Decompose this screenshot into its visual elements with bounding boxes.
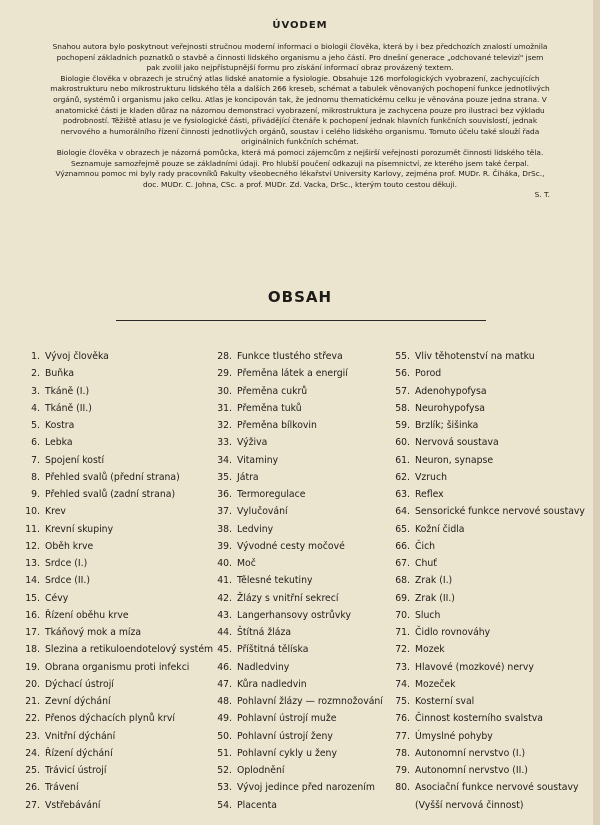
toc-entry-number: 59. [395, 420, 410, 431]
toc-entry-number: 51. [217, 747, 232, 759]
intro-title: ÚVODEM [272, 20, 328, 31]
toc-entry [212, 693, 394, 710]
toc-entry-number: 10. [25, 506, 40, 518]
toc-entry-title: Porod [415, 368, 442, 380]
toc-entry-number: 26. [25, 782, 40, 794]
toc-entry-number: 20. [25, 678, 40, 690]
toc-entry-number: 1. [31, 351, 40, 362]
toc-entry-title: Cévy [45, 592, 69, 604]
toc-entry [212, 641, 394, 658]
toc-entry-title: Pohlavní žlázy — rozmnožování [237, 696, 383, 707]
intro-paragraph-2: Biologie člověka v obrazech je stručný atlas lidské anatomie a fysiologie. Obsahuje 126 morfologických vyobrazení, zachycujících makrostrukturu nebo mikrostrukturu lidského těla a dalších 266 kreseb, schémat a tabulek věnovaných pochopení funkce jednotlivých orgánů, systémů i organismu jako celku. Atlas je koncipován tak, že jednomu thematickému celku je věnována pouze jedna strana. V anatomické části je kladen důraz na názornou demonstraci vyobrazení, mikrostruktura je zachycena pouze pro ilustraci bez výkladu podrobností. Těžiště atlasu je ve fysiologické části, přivádějící čtenáře k pochopení jednak hlavních funkčních souvislostí, jednak nervového a humorálního řízení činnosti jednotlivých orgánů, soustav i celého lidského organismu. Tomuto účelu také slouží řada originálních funkčních schémat. [50, 73, 550, 147]
intro-paragraph-1: Snahou autora bylo poskytnout veřejnosti stručnou moderní informaci o biologii člověka, která by i bez předchozích znalostí umožnila pochopení základních poznatků o stavbě a činnosti lidského organismu a jeho částí. Pro dnešní generace „odchované televizí" jsem pak zvolil jako nejpřístupnější formu pro získání informací obraz provázený textem. [52, 42, 548, 73]
toc-entry-number: 6. [31, 437, 40, 449]
toc-entry [390, 693, 590, 710]
toc-entry-number: 32. [217, 420, 232, 431]
toc-entry-number: 3. [31, 385, 40, 397]
toc-entry-number: 56. [395, 368, 410, 380]
toc-entry-number: 79. [395, 765, 410, 776]
toc-entry-number: 78. [395, 747, 410, 759]
toc-entry-title: Termoregulace [237, 489, 306, 500]
toc-entry-number: 40. [217, 558, 232, 569]
toc-entry [20, 503, 210, 520]
toc-entry [390, 521, 590, 538]
toc-entry-number: 30. [217, 385, 232, 397]
toc-entry-number: 25. [25, 765, 40, 776]
toc-entry-number: 13. [25, 558, 40, 569]
toc-entry-title: Hlavové (mozkové) nervy [415, 661, 534, 673]
toc-entry-title: Krev [45, 506, 66, 518]
toc-entry-title: Ledviny [237, 523, 274, 535]
toc-entry [390, 572, 590, 589]
toc-entry [212, 434, 394, 451]
toc-entry [20, 710, 210, 727]
toc-entry-number: 22. [25, 713, 40, 725]
toc-entry-title: Vývoj člověka [45, 351, 109, 362]
toc-entry-title: Žlázy s vnitřní sekrecí [237, 592, 339, 604]
toc-entry-number: 9. [31, 489, 40, 500]
toc-entry [20, 797, 210, 814]
toc-entry [212, 469, 394, 486]
toc-column-2 [212, 348, 394, 814]
toc-entry-title: Lebka [45, 437, 73, 449]
toc-entry-title: Nervová soustava [415, 437, 499, 449]
toc-entry-number: 24. [25, 747, 40, 759]
toc-entry [390, 365, 590, 382]
toc-entry [212, 590, 394, 607]
toc-entry [212, 400, 394, 417]
toc-entry-number: 35. [217, 471, 232, 483]
toc-entry-title: Trávicí ústrojí [45, 765, 107, 776]
toc-entry-number: 48. [217, 696, 232, 707]
toc-entry [212, 745, 394, 762]
toc-entry [390, 434, 590, 451]
toc-entry-number: 50. [217, 730, 232, 742]
toc-entry [20, 590, 210, 607]
toc-entry [390, 417, 590, 434]
toc-entry-number: 14. [25, 575, 40, 587]
toc-entry-number: 36. [217, 489, 232, 500]
toc-entry [20, 607, 210, 624]
toc-entry-title: Řízení oběhu krve [45, 609, 129, 621]
toc-entry-title: Výživa [237, 437, 268, 449]
toc-entry [390, 607, 590, 624]
toc-entry-number: 33. [217, 437, 232, 449]
toc-entry [390, 348, 590, 365]
toc-entry [212, 486, 394, 503]
toc-entry [390, 400, 590, 417]
toc-entry [390, 452, 590, 469]
toc-entry-title: Tkáňový mok a míza [45, 627, 142, 638]
toc-divider [116, 320, 486, 321]
toc-entry-title: Přeměna látek a energií [237, 368, 348, 380]
toc-entry-title: Zevní dýchání [45, 696, 111, 707]
toc-entry-title: Přenos dýchacích plynů krví [45, 713, 175, 725]
toc-entry [390, 590, 590, 607]
toc-entry-title: Pohlavní cykly u ženy [237, 747, 337, 759]
toc-entry-title: Reflex [415, 489, 444, 500]
toc-entry-number: 71. [395, 627, 410, 638]
toc-entry [212, 521, 394, 538]
toc-entry [390, 486, 590, 503]
toc-entry [20, 745, 210, 762]
toc-entry [390, 659, 590, 676]
toc-entry-number: 52. [217, 765, 232, 776]
toc-entry [20, 555, 210, 572]
toc-entry-number: 61. [395, 454, 410, 466]
toc-entry-number: 62. [395, 471, 410, 483]
toc-entry-title: Činnost kosterního svalstva [415, 713, 543, 725]
toc-entry-number: 76. [395, 713, 410, 725]
toc-entry [212, 383, 394, 400]
toc-entry [212, 452, 394, 469]
toc-entry-number: 44. [217, 627, 232, 638]
toc-entry-number: 54. [217, 799, 232, 811]
toc-column-3 [390, 348, 590, 814]
toc-entry [212, 365, 394, 382]
toc-entry-title: Srdce (II.) [45, 575, 90, 587]
toc-entry [20, 659, 210, 676]
toc-entry-title: Úmyslné pohyby [415, 730, 493, 742]
toc-entry-number: 72. [395, 644, 410, 656]
toc-entry-title: Krevní skupiny [45, 523, 114, 535]
toc-entry [212, 779, 394, 796]
toc-entry-number: 65. [395, 523, 410, 535]
toc-entry-number: 46. [217, 661, 232, 673]
toc-entry-number: 58. [395, 402, 410, 414]
toc-entry-number: 5. [31, 420, 40, 431]
toc-entry [20, 452, 210, 469]
toc-entry-number: 39. [217, 540, 232, 552]
toc-entry-title: Kůra nadledvin [237, 678, 307, 690]
toc-entry [20, 572, 210, 589]
toc-entry-number: 28. [217, 351, 232, 362]
toc-entry [212, 728, 394, 745]
toc-entry-title: Sensorické funkce nervové soustavy [415, 506, 585, 518]
toc-entry [20, 348, 210, 365]
toc-entry-title: Přehled svalů (zadní strana) [45, 489, 176, 500]
toc-entry [212, 762, 394, 779]
toc-entry-number: 70. [395, 609, 410, 621]
toc-entry-title: Přehled svalů (přední strana) [45, 471, 180, 483]
toc-entry [390, 624, 590, 641]
toc-entry-title: Vliv těhotenství na matku [415, 351, 535, 362]
toc-column-1 [20, 348, 214, 814]
author-signature: S. T. [534, 190, 550, 200]
toc-entry-title: (Vyšší nervová činnost) [415, 799, 524, 811]
toc-entry-number: 45. [217, 644, 232, 656]
toc-entry [390, 538, 590, 555]
toc-entry [212, 676, 394, 693]
toc-entry [20, 486, 210, 503]
toc-entry [390, 779, 590, 796]
toc-entry-title: Oběh krve [45, 540, 94, 552]
toc-title: OBSAH [267, 288, 333, 306]
toc-entry [390, 383, 590, 400]
toc-entry-title: Placenta [237, 799, 277, 811]
toc-entry-title: Čidlo rovnováhy [415, 627, 491, 638]
toc-entry-number: 7. [31, 454, 40, 466]
toc-entry-number: 31. [217, 402, 232, 414]
toc-entry-number: 4. [31, 402, 40, 414]
toc-entry [20, 538, 210, 555]
toc-entry [20, 676, 210, 693]
toc-entry-number: 29. [217, 368, 232, 380]
toc-entry-number: 80. [395, 782, 410, 794]
toc-entry-number: 77. [395, 730, 410, 742]
toc-entry-title: Slezina a retikuloendotelový systém [45, 644, 214, 656]
toc-entry [20, 400, 210, 417]
toc-entry [20, 417, 210, 434]
toc-entry-title: Vývodné cesty močové [237, 540, 345, 552]
toc-entry [390, 745, 590, 762]
intro-paragraph-3: Biologie člověka v obrazech je názorná pomůcka, která má pomoci zájemcům z nejširší veřejnosti porozumět činnosti lidského těla. Seznamuje samozřejmě pouze se základními údaji. Pro hlubší poučení odkazuji na písemnictví, ze kterého jsem také čerpal. Významnou pomoc mi byly rady pracovníků Fakulty všeobecného lékařství University Karlovy, zejména prof. MUDr. R. Čiháka, DrSc., doc. MUDr. C. Johna, CSc. a prof. MUDr. Zd. Vacka, DrSc., kterým touto cestou děkuji. [55, 147, 545, 189]
toc-entry-number: 16. [25, 609, 40, 621]
toc-entry [212, 555, 394, 572]
toc-entry-title: Vnitřní dýchání [45, 730, 116, 742]
toc-entry-title: Neurohypofysa [415, 402, 486, 414]
toc-entry [20, 779, 210, 796]
toc-entry-title: Spojení kostí [45, 454, 105, 466]
toc-entry-title: Funkce tlustého střeva [237, 351, 343, 362]
toc-entry-number: 42. [217, 592, 232, 604]
toc-entry [212, 538, 394, 555]
toc-entry-number: 27. [25, 799, 40, 811]
toc-entry [212, 710, 394, 727]
toc-entry-number: 66. [395, 540, 410, 552]
toc-entry-title: Moč [237, 558, 256, 569]
toc-entry-number: 41. [217, 575, 232, 587]
toc-entry-number: 21. [25, 696, 40, 707]
toc-entry-number: 12. [25, 540, 40, 552]
toc-entry-title: Přeměna tuků [237, 402, 302, 414]
toc-entry [390, 676, 590, 693]
toc-entry-title: Asociační funkce nervové soustavy [415, 782, 579, 794]
toc-entry-title: Autonomní nervstvo (I.) [415, 747, 526, 759]
toc-entry-title: Pohlavní ústrojí ženy [237, 730, 333, 742]
toc-entry-number: 23. [25, 730, 40, 742]
toc-entry [390, 797, 590, 814]
toc-entry [20, 762, 210, 779]
toc-entry-title: Mozek [415, 644, 445, 656]
toc-entry-title: Vylučování [237, 506, 288, 518]
toc-entry-title: Nadledviny [237, 661, 290, 673]
toc-entry-title: Brzlík; šišinka [415, 420, 479, 431]
toc-entry [390, 710, 590, 727]
toc-entry-title: Vzruch [415, 471, 447, 483]
toc-entry-number: 37. [217, 506, 232, 518]
toc-entry-title: Chuť [415, 558, 437, 569]
toc-entry [212, 659, 394, 676]
toc-entry [212, 797, 394, 814]
toc-entry-number: 11. [25, 523, 40, 535]
toc-entry-title: Kosterní sval [415, 696, 475, 707]
toc-entry-title: Čich [415, 540, 436, 552]
toc-entry [390, 728, 590, 745]
toc-entry [212, 348, 394, 365]
toc-entry-title: Dýchací ústrojí [45, 678, 114, 690]
toc-entry [20, 641, 214, 658]
toc-entry-title: Pohlavní ústrojí muže [237, 713, 337, 725]
toc-entry-title: Řízení dýchání [45, 747, 113, 759]
toc-entry-number: 55. [395, 351, 410, 362]
toc-entry [20, 365, 210, 382]
toc-entry [20, 624, 210, 641]
toc-entry-title: Vývoj jedince před narozením [237, 782, 375, 794]
toc-entry-title: Kostra [45, 420, 75, 431]
toc-entry [390, 641, 590, 658]
toc-entry-number: 69. [395, 592, 410, 604]
toc-entry [390, 469, 590, 486]
toc-entry-title: Sluch [415, 609, 441, 621]
toc-entry [20, 728, 210, 745]
toc-entry-title: Obrana organismu proti infekci [45, 661, 190, 673]
toc-entry-number: 15. [25, 592, 40, 604]
toc-entry [212, 417, 394, 434]
toc-entry-title: Oplodnění [237, 765, 285, 776]
toc-entry-title: Mozeček [415, 678, 456, 690]
toc-entry-title: Tělesné tekutiny [237, 575, 313, 587]
toc-entry-title: Přeměna bílkovin [237, 420, 317, 431]
toc-entry-title: Játra [237, 471, 259, 483]
toc-entry [20, 469, 210, 486]
toc-entry-number: 67. [395, 558, 410, 569]
toc-entry-number: 2. [31, 368, 40, 380]
toc-entry-number: 74. [395, 678, 410, 690]
toc-entry-title: Štítná žláza [237, 627, 292, 638]
toc-entry [20, 434, 210, 451]
toc-entry-number: 64. [395, 506, 410, 518]
toc-entry-title: Tkáně (II.) [45, 402, 92, 414]
toc-entry-title: Přeměna cukrů [237, 385, 308, 397]
toc-entry [212, 624, 394, 641]
toc-entry-number: 17. [25, 627, 40, 638]
toc-entry-number: 34. [217, 454, 232, 466]
toc-entry-number: 8. [31, 471, 40, 483]
toc-entry [212, 572, 394, 589]
toc-entry-number: 19. [25, 661, 40, 673]
toc-entry [20, 693, 210, 710]
toc-entry [20, 521, 210, 538]
toc-entry-title: Adenohypofysa [415, 385, 487, 397]
toc-entry-title: Zrak (I.) [415, 575, 453, 587]
toc-entry-title: Neuron, synapse [415, 454, 494, 466]
toc-entry-title: Langerhansovy ostrůvky [237, 609, 351, 621]
toc-entry-number: 38. [217, 523, 232, 535]
toc-entry-title: Srdce (I.) [45, 558, 88, 569]
toc-entry [212, 503, 394, 520]
toc-entry [390, 762, 590, 779]
toc-entry-number: 60. [395, 437, 410, 449]
toc-entry-number: 75. [395, 696, 410, 707]
toc-entry-number: 53. [217, 782, 232, 794]
toc-entry-title: Příštitná tělíska [237, 644, 309, 656]
toc-entry-number: 68. [395, 575, 410, 587]
toc-entry-title: Trávení [45, 782, 79, 794]
toc-entry-title: Vitaminy [237, 454, 279, 466]
toc-entry-title: Buňka [45, 368, 75, 380]
toc-entry-title: Zrak (II.) [415, 592, 455, 604]
toc-entry [20, 383, 210, 400]
intro-text [50, 42, 550, 201]
toc-entry-title: Autonomní nervstvo (II.) [415, 765, 528, 776]
toc-entry-number: 57. [395, 385, 410, 397]
toc-entry-number: 47. [217, 678, 232, 690]
toc-entry-number: 73. [395, 661, 410, 673]
toc-entry-title: Vstřebávání [45, 799, 101, 811]
toc-entry-number: 43. [217, 609, 232, 621]
toc-entry [212, 607, 394, 624]
toc-entry-number: 49. [217, 713, 232, 725]
toc-entry-number: 18. [25, 644, 40, 656]
toc-entry [390, 555, 590, 572]
toc-entry-title: Tkáně (I.) [45, 385, 90, 397]
toc-entry [390, 503, 590, 520]
toc-entry-number: 63. [395, 489, 410, 500]
toc-entry-title: Kožní čidla [415, 523, 465, 535]
page-edge [593, 0, 600, 825]
